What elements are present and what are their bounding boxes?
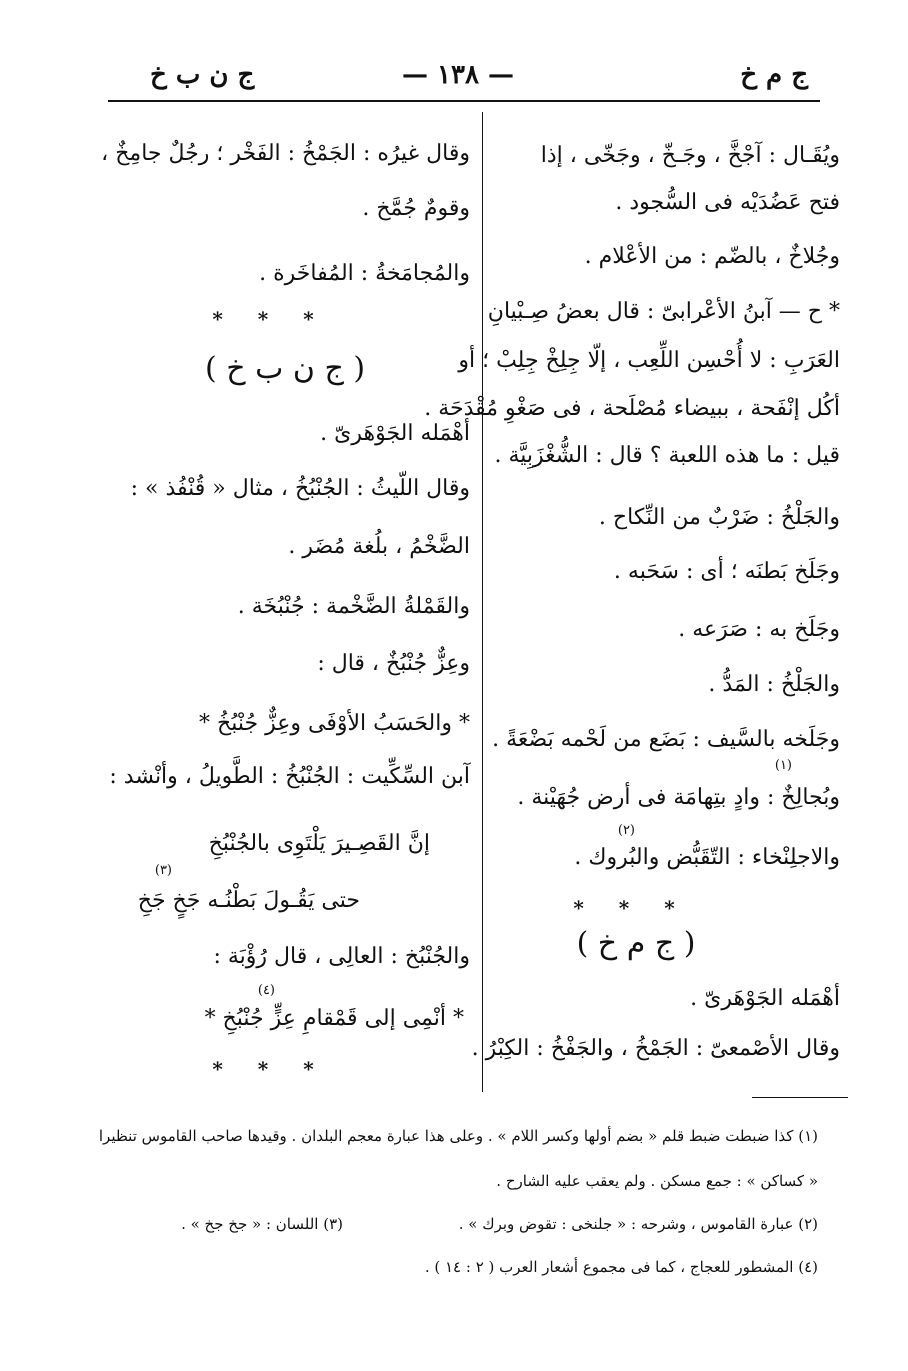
text-line: ويُقَـال : آجْخَّ ، وجَـخّ ، وجَخّى ، إذا xyxy=(540,143,840,168)
footnote-rule xyxy=(752,1097,848,1098)
text-line: العَرَبِ : لا أُحْسِن اللِّعِب ، إلّا جِلِخْ جِلِبْ ؛ أو xyxy=(458,348,840,373)
text-line: وجَلَخ به : صَرَعه . xyxy=(678,617,840,642)
text-line: وقومٌ جُمَّخ . xyxy=(362,196,470,221)
text-line: أهْمَله الجَوْهَرىّ . xyxy=(320,421,470,446)
verse-line: حتى يَقُـولَ بَطْنُـه جَخٍ جَخِ xyxy=(137,888,360,913)
verse-line: * والحَسَبُ الأوْفَى وعِزٌّ جُنْبُخُ * xyxy=(199,711,470,736)
text-line: والجَلْخُ : المَدُّ . xyxy=(708,672,840,697)
text-line: آبن السِّكِّيت : الجُنْبُخُ : الطَّويلُ ، وأنْشد : xyxy=(109,764,470,789)
section-title: ( ج ن ب خ ) xyxy=(204,351,366,386)
text-line: والجُنْبُخ : العالِى ، قال رُؤْبَة : xyxy=(213,944,470,969)
text-line: وبُجالِخٌ : وادٍ بتِهامَة فى أرض جُهَيْنة . xyxy=(517,785,840,810)
footnote-4: (٤) المشطور للعجاج ، كما فى مجموع أشعار العرب ( ٢ : ١٤ ) . xyxy=(424,1258,818,1276)
footnote-1-continued: « كساكن » : جمع مسكن . ولم يعقب عليه الشارح . xyxy=(496,1172,818,1190)
text-line: الضَّخْمُ ، بلُغة مُضَر . xyxy=(288,534,470,559)
section-separator-stars: * * * xyxy=(212,307,328,331)
text-line: قيل : ما هذه اللعبة ؟ قال : الشُّغْزَبِيَّة . xyxy=(494,443,840,468)
text-line: والمُجامَخةُ : المُفاخَرة . xyxy=(259,261,470,286)
text-line: وجَلَخ بَطنَه ؛ أى : سَحَبه . xyxy=(613,559,840,584)
footnote-mark: (٢) xyxy=(617,823,635,838)
header-root-left: ج ن ب خ xyxy=(150,60,255,90)
text-line: أهْمَله الجَوْهَرىّ . xyxy=(690,986,840,1011)
text-line: فتح عَضُدَيْه فى السُّجود . xyxy=(615,190,840,215)
text-line: والقَمْلةُ الضَّخْمة : جُنْبُخَة . xyxy=(237,594,470,619)
section-title: ( ج م خ ) xyxy=(576,926,696,961)
section-separator-stars: * * * xyxy=(212,1057,328,1081)
text-line: والجَلْخُ : ضَرْبٌ من النِّكاح . xyxy=(598,505,840,530)
footnote-mark: (٣) xyxy=(154,863,172,878)
verse-line: * أنْمِى إلى قَمْقامِ عِزٍّ جُنْبُخِ * xyxy=(204,1006,464,1031)
page-header xyxy=(108,60,808,100)
text-line: وقال اللّيثُ : الجُنْبُخُ ، مثال « قُنْفُذ » : xyxy=(130,476,470,501)
section-separator-stars: * * * xyxy=(573,896,689,920)
text-line: وقال غيرُه : الجَمْخُ : الفَخْر ؛ رجُلٌ جامِخٌ ، xyxy=(101,141,470,166)
footnote-mark: (١) xyxy=(774,758,792,773)
footnote-mark: (٤) xyxy=(257,983,275,998)
text-line: وجُلاخٌ ، بالضّم : من الأعْلام . xyxy=(584,244,840,269)
text-line: وقال الأصْمعىّ : الجَمْخُ ، والجَفْخُ : الكِبْرُ . xyxy=(471,1036,840,1061)
text-line: والاجلِنْخاء : التّقَبُّض والبُروك . xyxy=(574,845,840,870)
footnote-1: (١) كذا ضبطت ضبط قلم « بضم أولها وكسر اللام » . وعلى هذا عبارة معجم البلدان . وقيدها صاحب القاموس تنظيرا xyxy=(98,1127,818,1145)
text-line: وعِزٌّ جُنْبُخٌ ، قال : xyxy=(317,651,470,676)
text-line: أكُل إنْفَحة ، ببيضاء مُصْلَحة ، فى صَغْوِ مُقْدَحَة . xyxy=(424,396,840,421)
text-line: * ح — آبنُ الأعْرابىّ : قال بعضُ صِـبْيانِ xyxy=(487,299,840,324)
verse-line: إنَّ القَصِـيرَ يَلْتَوِى بالجُنْبُخِ xyxy=(208,831,430,856)
header-root-right: ج م خ xyxy=(740,60,808,90)
page-number: — ١٣٨ — xyxy=(401,60,515,90)
footnote-2: (٢) عبارة القاموس ، وشرحه : « جلنخى : تقوض وبرك » . xyxy=(458,1215,818,1233)
header-rule xyxy=(108,100,820,102)
footnote-3: (٣) اللسان : « جخ جخ » . xyxy=(181,1215,343,1233)
text-line: وجَلَخه بالسَّيف : بَضَع من لَحْمه بَضْعَةً . xyxy=(492,727,840,752)
